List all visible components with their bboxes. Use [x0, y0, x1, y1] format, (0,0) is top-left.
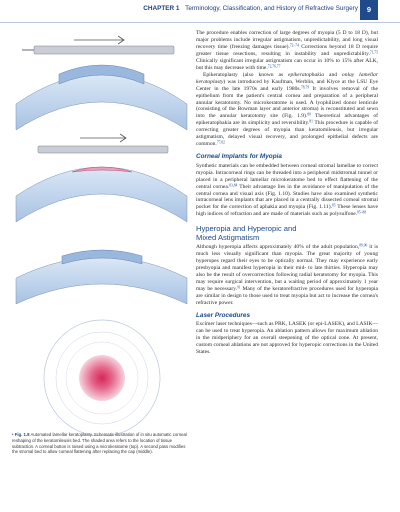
- panel-top-microkeratome: [16, 36, 187, 130]
- cornea-section-top: [16, 74, 187, 130]
- microkeratome-blade-second: [38, 146, 168, 153]
- microkeratome-blade: [34, 46, 174, 54]
- figure-illustration: [14, 26, 189, 436]
- page-number: 9: [360, 0, 378, 20]
- figure-caption: [12, 432, 190, 455]
- paragraph-alk-results: The procedure enables correction of large degrees of myopia (5 D to 18 D), but major problems include irregular astigmatism, unpredictability, and long visual recovery time (freezing damages tissue).$^{72-74}$ Corrections beyond 18 D require greater tissue resections, resulting in instability and unpredictability.$^{71,75}$ Clinically significant irregular astigmatism can occur in 10% to 15% after ALK, but this may decrease with time.$^{72,76,77}$: [196, 30, 378, 71]
- main-text-column: [196, 30, 378, 356]
- page-header: [0, 0, 400, 23]
- paragraph-corneal-implants: Synthetic materials can be embedded between corneal stromal lamellae to correct myopia. Intracorneal rings can be threaded into a peripheral midstromal tunnel or placed in a peripheral lamellar microkeratome bed to effect flattening of the central cornea.$^{83,84}$ Their advantage lies in the avoidance of manipulation of the central cornea and visual axis (Fig. 1.10). Studies have also examined synthetic intracorneal lens implants that are placed in a centrally dissected corneal stromal pocket for the correction of aphakia and myopia (Fig. 1.11).$^{85}$ These lenses have high indices of refraction and are made of materials such as polysulfone.$^{85-88}$: [196, 162, 378, 218]
- figure-link-1-10[interactable]: Fig. 1.10: [267, 190, 288, 197]
- second-pass-arrow: [80, 134, 126, 142]
- ablation-zone: [79, 355, 125, 401]
- heading-laser-procedures: Laser Procedures: [196, 311, 250, 319]
- figure-label: • Fig. 1.8: [12, 432, 30, 437]
- figure-caption-text: Automated lamellar keratoplasty. Schematic illustration of in situ automatic corneal reshaping of the keratomileusis bed. The shaded area refers to the location of tissue subtraction. A corneal button is raised using a microkeratome (top). A second pass modifies the stromal bed to allow corneal flattening after replacing the cap (middle).: [12, 432, 187, 455]
- figure-link-1-9[interactable]: Fig. 1.9: [284, 113, 305, 120]
- paragraph-laser-procedures: Excimer laser techniques—such as PRK, LASEK (or epi-LASEK), and LASIK—can be used to treat hyperopia. An ablation pattern allows for maximum ablation in the midperiphery for an overall steepening of the optical zone. At present, custom corneal ablations are not approved for hyperopic corrections in the United States.: [196, 321, 378, 356]
- panel-second-pass: [16, 134, 187, 222]
- chapter-title: Terminology, Classification, and History of Refractive Surgery: [185, 5, 358, 12]
- cornea-section-flattened: [16, 257, 187, 304]
- pass-arrow: [74, 36, 124, 44]
- paragraph-hyperopia: Although hyperopia affects approximately 40% of the adult population,$^{89,90}$ it is much less visually significant than myopia. The great majority of young hyperopes regard their eyes to be optically normal. They may experience early presbyopia and manifest hyperopia in their mid- to late thirties. Hyperopia may also be the result of overcorrection following radial keratotomy for myopia. This may require surgical intervention, but a waiting period of approximately 1 year may be necessary.$^{91}$ Many of the keratorefractive procedures used for hyperopia are similar in design to those used to treat myopia but act to increase the cornea's refractive power.: [196, 243, 378, 306]
- heading-corneal-implants: Corneal Implants for Myopia: [196, 153, 282, 161]
- cornea-section-middle: [16, 167, 187, 222]
- panel-en-face-ablation: [44, 320, 160, 436]
- panel-cap-replaced: [16, 250, 187, 304]
- figure-link-1-11[interactable]: Fig. 1.11: [308, 204, 329, 211]
- heading-hyperopia: Hyperopia and Hyperopic and Mixed Astigmatism: [196, 224, 297, 243]
- running-head: [143, 5, 358, 12]
- chapter-number: CHAPTER 1: [143, 5, 180, 12]
- figure-1-8: [14, 26, 189, 436]
- paragraph-epikeratoplasty: Epikeratoplasty (also known as epikeratophakia and onlay lamellar keratoplasty) was introduced by Kaufman, Werblin, and Klyce at the LSU Eye Center in the late 1970s and early 1980s.$^{78,79}$ It involves removal of the epithelium from the patient's central cornea and preparation of a peripheral annular keratotomy. No microkeratome is used. A lyophilized donor lenticule (consisting of the Bowman layer and anterior stroma) is reconstituted and sewn into the annular keratotomy site (Fig. 1.9).$^{80}$ Theoretical advantages of epikeratophakia are its simplicity and reversibility.$^{81}$ This procedure is capable of correcting greater degrees of myopia than keratomileusis, but irregular astigmatism, delayed visual recovery, and prolonged epithelial defects are common.$^{77,82}$: [196, 71, 378, 148]
